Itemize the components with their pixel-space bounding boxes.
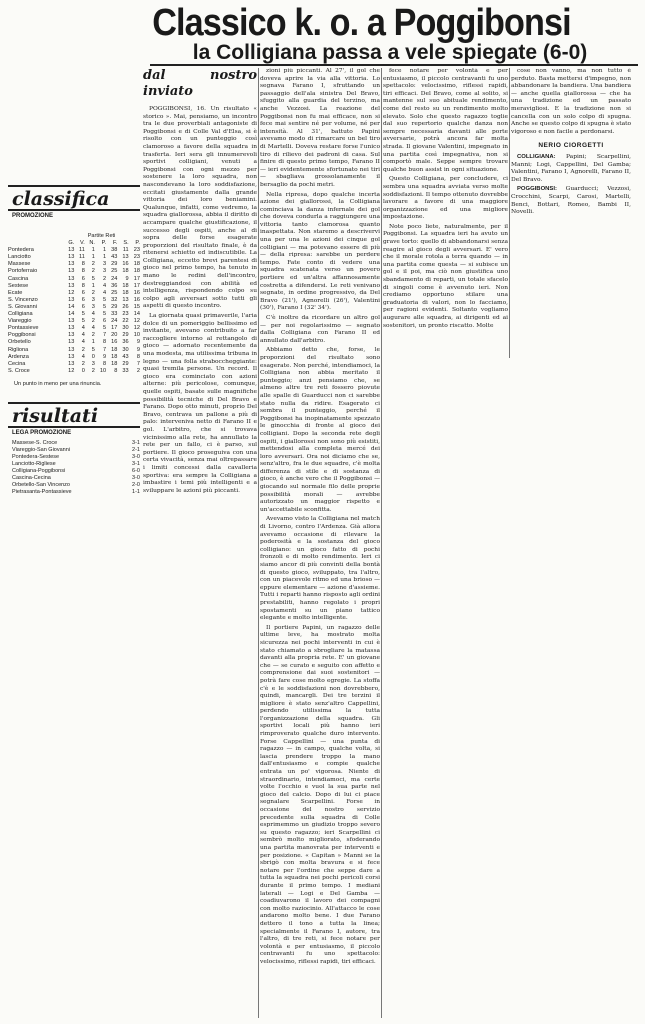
lineup-players: Guarducci; Vezzosi, Crocchini, Scarpi, Carosi, Martelli, Benci, Bottari, Romeo, Bambi II, Novelli.	[511, 186, 631, 216]
classifica-subtitle: PROMOZIONE	[12, 213, 54, 219]
standings-row	[8, 347, 140, 354]
standings-cell: 13	[68, 282, 75, 289]
standings-cell: 5	[91, 275, 95, 282]
standings-row	[8, 304, 140, 311]
standings-cell: 1	[103, 247, 107, 254]
standings-cell: 11	[122, 247, 129, 254]
standings-cell: 6	[103, 318, 107, 325]
standings-cell: S. Croce	[8, 367, 30, 374]
lineup-team: COLLIGIANA:	[517, 153, 556, 160]
standings-cell: Lanciotto	[8, 254, 31, 261]
standings-cell: Cecina	[8, 360, 26, 367]
standings-cell: 8	[81, 282, 85, 289]
result-score: 3-1	[132, 460, 140, 467]
standings-note: Un punto in meno per una rinuncia.	[14, 380, 102, 387]
standings-cell: 5	[103, 311, 107, 318]
standings-row	[8, 290, 140, 297]
result-score: 2-1	[132, 446, 140, 453]
standings-cell: 7	[103, 346, 107, 353]
standings-row	[8, 368, 140, 375]
standings-cell: 9	[136, 346, 140, 353]
standings-cell: Ardenza	[8, 353, 29, 360]
standings-cell: 1	[91, 339, 95, 346]
result-match: Massese-S. Croce	[12, 439, 58, 446]
standings-cell: 2	[91, 268, 95, 275]
standings-cell: Pontedera	[8, 247, 34, 254]
standings-cell: Pontassieve	[8, 325, 39, 332]
standings-cell: 4	[103, 282, 107, 289]
standings-cell: 4	[81, 332, 85, 339]
standings-cell: 8	[114, 367, 118, 374]
standings-cell: S. Vincenzo	[8, 296, 38, 303]
result-score: 3-0	[132, 453, 140, 460]
standings-cell: 5	[103, 303, 107, 310]
subheadline: la Colligiana passa a vele spiegate (6-0)	[192, 41, 588, 64]
article-paragraph: Questo Colligiana, per concludere, ci sembra una squadra avviata verso molte soddisfazioni. Il tempo ottenuto dovrebbe lavorare a favore di una maggiore organizzazione ed una migliore impostazione.	[383, 176, 508, 221]
standings-cell: 22	[122, 318, 129, 325]
standings-cell: 1	[91, 282, 95, 289]
result-row	[12, 482, 140, 489]
standings-cell: 3	[91, 360, 95, 367]
standings-cell: 13	[122, 254, 129, 261]
standings-cell: 2	[91, 332, 95, 339]
standings-row	[8, 261, 140, 268]
standings-cell: 5	[81, 318, 85, 325]
standings-cell: 23	[133, 254, 140, 261]
standings-cell: 26	[122, 303, 129, 310]
standings-cell: 13	[68, 247, 75, 254]
standings-cell: 5	[91, 346, 95, 353]
standings-cell: 13	[122, 296, 129, 303]
result-score: 1-1	[132, 488, 140, 495]
result-match: Cascina-Cecina	[12, 474, 51, 481]
standings-cell: 13	[68, 268, 75, 275]
standings-cell: Orbetello	[8, 339, 31, 346]
article-column-1	[143, 68, 257, 1018]
standings-cell: 4	[81, 353, 85, 360]
header-cell: P.	[135, 240, 140, 247]
standings-cell: Colligiana	[8, 311, 33, 318]
standings-cell: 17	[133, 275, 140, 282]
standings-cell: 33	[111, 311, 118, 318]
standings-cell: 29	[111, 303, 118, 310]
result-score: 6-0	[132, 467, 140, 474]
article-paragraph: POGGIBONSI, 16. Un risultato « storico ». Mai, pensiamo, un incontro tra le due proverbiali antagoniste di Poggibonsi e di Colle Val d'Elsa, si è risolto con un punteggio così clamoroso a favore della squadra in trasferta. Ieri sera gli innumerevoli sportivi colligiani, venuti a Poggibonsi con ogni mezzo per sostenere la loro squadra, non nascondevano la loro soddisfazione, eccitati giustamente dalla grande vittoria dei loro beniamini. Qualunque, infatti, come vedremo, la squadra giallorossa, abbia il diritto di accampare qualche giustificazione, il successo degli ospiti, anche al di sopra delle forse esagerate proporzioni del risultato finale, è da ritenersi schietto ed indiscutibile. La Colligiana, eccetto brevi parentesi di gioco nel primo tempo, ha tenuto in mano le redini dell'incontro, destreggiandosi con abilità ed intelligenza, rispondendo colpo su colpo agli avversari sotto tutti gli aspetti di questo incontro.	[143, 106, 257, 310]
standings-cell: 8	[136, 353, 140, 360]
standings-header-group: Partite Reti	[87, 233, 116, 239]
standings-row	[8, 354, 140, 361]
standings-cell: 4	[91, 311, 95, 318]
standings-cell: 2	[81, 346, 85, 353]
result-row	[12, 489, 140, 496]
result-row	[12, 468, 140, 475]
article-paragraph: zioni più piccanti. Al 27', il gol che doveva aprire la via alla vittoria. Lo segnava Farano I, sfruttando un passaggio dell'ala sinistra Del Bravo, sfuggito alla guardia del terzino, ma anche Vezzosi. La reazione del Poggibonsi non fu mai efficace, non si fece mai sentire né per volume, né per intensità. Al 31', battuto Papini avevamo modo di rimarcare un bel tiro di Martelli. Doveva restare forse l'unico tiro di rilievo dei padroni di casa. Sul finire di questo primo tempo, Farano II — ieri evidentemente sfortunato nei tiri — sbagliava grossolanamente il bersaglio da pochi metri.	[260, 68, 380, 188]
standings-row	[8, 297, 140, 304]
standings-cell: 3	[103, 261, 107, 268]
standings-cell: 3	[103, 268, 107, 275]
standings-cell: 13	[68, 318, 75, 325]
standings-cell: 18	[122, 282, 129, 289]
article-paragraph: Nella ripresa, dopo qualche incerta azione dei giallorossi, la Colligiana cominciava la danza infernale dei gol che doveva condurla a raggiungere una vittoria tanto clamorosa quanto inaspettata. Non staremo a descrivervi una per una le azioni dei cinque gol colligiani — ma potevano essere di più — della ripresa: sarebbe un perdere tempo. Fate conto di vedere una squadra scatenata verso un povero portiere ed un'altra affannosamente costretta a difendersi. Le reti venivano segnate, in ordine progressivo, da Del Bravo (21'), Agnorelli (26'), Valentini (30'), Farano I (32' 34').	[260, 191, 380, 312]
standings-row	[8, 325, 140, 332]
standings-cell: 7	[103, 332, 107, 339]
article-column-3	[383, 68, 508, 358]
lineup-team: POGGIBONSI:	[517, 186, 557, 193]
article-paragraph: fece notare per volontà e per entusiasmo, il piccolo centravanti fu uno spettacolo: velocissimo, riflessi rapidi, tiri efficaci. Del Bravo, come al solito, si mantenne sul suo abituale rendimento, come del resto su un rendimento molto elevato. Solo che questo ragazzo toglie dal suo repertorio qualche danza non sempre necessaria davanti alle porte avversarie, potrà ancora far molta strada. Il giovane Valentini, impegnato in una partita così impegnativa, non si comportò male. Seppe sempre trovare qualche buon assist in ogni situazione.	[383, 68, 508, 173]
article-paragraph: Note poco liete, naturalmente, per il Poggibonsi. La squadra ieri ha avuto un grave torto: quello di abbandonarsi senza reagire al gioco degli avversari. E' vero che il morale rotola a terra quando — in una partita come questa — si subisce un gol e il poi, ma ciò non giustifica uno sbandamento di reparti, un totale sfacelo di singoli come è avvenuto ieri. Non crediamo opportuno stilare una graduatoria di valori, non lo facciamo, per ragioni evidenti. Soltanto vogliamo augurare alle squadra, ai dirigenti ed ai sostenitori, un pronto riscatto. Molte	[383, 223, 508, 329]
standings-cell: 9	[103, 353, 107, 360]
standings-cell: 23	[122, 311, 129, 318]
standings-cell: 13	[68, 275, 75, 282]
header-cell: V.	[80, 240, 85, 247]
standings-cell: 4	[81, 339, 85, 346]
team-lineup	[511, 154, 631, 184]
column-divider	[381, 68, 382, 1018]
standings-cell: 1	[91, 254, 95, 261]
standings-cell: 11	[79, 254, 85, 261]
standings-cell: 14	[68, 303, 75, 310]
standings-cell: 8	[103, 339, 107, 346]
article-paragraph: La giornata quasi primaverile, l'aria dolce di un pomeriggio bellissimo ed invitante, avevano contribuito a far raccogliere intorno al rettangolo di gioco — adornato recentemente da una modesta, ma utilissima tribuna in legno — una folla straboccheggiante: quasi tremila persone. Un record. Il gioco era cominciato con azioni alterne: più pericolose, comunque, quelle ospiti, basate sulle magnifiche possibilità tecniche di Del Bravo e Farano. Dopo otto minuti, proprio Del Bravo, centrava un pallone a più di palo: interveniva netto di Farano II e gol. L'arbitro, che si trovava vicinissimo alla rete, ha annullato la rete per un fallo, ci è parso, sul portiere. Il gioco proseguiva con una certa vivacità, senza mai oltrepassare i limiti concessi dalla cavalleria sportiva: era sempre la Colligiana a imbastire i temi più intelligenti e a sviluppare le azioni più piccanti.	[143, 313, 257, 494]
standings-cell: 2	[81, 360, 85, 367]
standings-cell: 43	[122, 353, 129, 360]
standings-cell: Poggibonsi	[8, 332, 36, 339]
article-paragraph: C'è inoltre da ricordare un altro gol — per noi regolarissimo — segnato dalla Colligiana con Farano II ed annullato dall'arbitro.	[260, 315, 380, 344]
header-cell: S.	[123, 240, 129, 247]
standings-row	[8, 276, 140, 283]
article-paragraph: Avevamo visto la Colligiana nel match di Livorno, contro l'Ardenza. Già allora avevamo occasione di rilevare la poderosità e la sostanza del gioco colligiano: un gioco fatto di pochi fronzoli e di molto rendimento. Ieri ci siamo ancor di più convinti della bontà di questo gioco, sviluppato, tra l'altro, con un piacevole ritmo ed una brioso — eppure elementare — azione d'assieme. Tutti i reparti hanno risposto agli ordini prestabiliti, hanno regolato i propri spostamenti su un piano tattico elegante e molto intelligente.	[260, 516, 380, 622]
standings-header-top	[8, 233, 140, 240]
standings-cell: 16	[122, 261, 129, 268]
standings-body	[8, 247, 140, 375]
standings-table	[8, 233, 140, 375]
standings-cell: 43	[111, 254, 118, 261]
result-match: Viareggio-San Giovanni	[12, 446, 70, 453]
headline: Classico k. o. a Poggibonsi	[152, 2, 571, 44]
standings-cell: 2	[103, 275, 107, 282]
result-match: Orbetello-San Vincenzo	[12, 481, 70, 488]
standings-cell: 0	[81, 367, 85, 374]
standings-cell: 18	[122, 268, 129, 275]
standings-row	[8, 311, 140, 318]
result-row	[12, 454, 140, 461]
results-list	[12, 440, 140, 496]
result-row	[12, 440, 140, 447]
risultati-title: risultati	[8, 402, 140, 428]
standings-cell: 14	[68, 311, 75, 318]
standings-cell: 2	[136, 367, 140, 374]
standings-cell: 17	[111, 325, 118, 332]
standings-cell: 5	[81, 311, 85, 318]
standings-cell: Sestese	[8, 282, 29, 289]
standings-cell: 20	[111, 332, 118, 339]
standings-cell: 13	[68, 360, 75, 367]
results-block	[8, 402, 140, 496]
standings-cell: 13	[68, 346, 75, 353]
standings-cell: 38	[111, 247, 118, 254]
standings-cell: 11	[79, 247, 85, 254]
risultati-subtitle: LEGA PROMOZIONE	[12, 429, 72, 436]
standings-cell: 2	[91, 261, 95, 268]
standings-cell: 3	[91, 296, 95, 303]
standings-cell: 13	[68, 339, 75, 346]
result-score: 3-0	[132, 474, 140, 481]
standings-header	[8, 240, 140, 247]
standings-cell: 29	[111, 261, 118, 268]
result-score: 3-1	[132, 439, 140, 446]
standings-cell: 6	[81, 289, 85, 296]
article-column-4	[511, 68, 631, 358]
headline-rule	[150, 64, 638, 66]
header-cell: F.	[113, 240, 118, 247]
standings-cell: Rigliona	[8, 346, 29, 353]
column-4-text	[511, 68, 631, 136]
result-match: Colligiana-Poggibonsi	[12, 467, 66, 474]
standings-cell: 5	[103, 296, 107, 303]
article-paragraph: cose non vanno, ma non tutto è perduto. Basta mettersi d'impegno, non abbandonare la bandiera. Una bandiera — anche quella giallorossa — che ha una tradizione ed un passato meravigliosi. E la tradizione non si cancella con un solo colpo di spugna. Anche se questo colpo di spugna è stato vigoroso e non facile a perdonarsi.	[511, 68, 631, 135]
standings-cell: 13	[68, 332, 75, 339]
standings-cell: Ecate	[8, 289, 23, 296]
standings-cell: S. Giovanni	[8, 303, 37, 310]
standings-cell: 30	[122, 325, 129, 332]
standings-cell: 13	[68, 254, 75, 261]
standings-cell: 36	[111, 282, 118, 289]
standings-cell: 2	[91, 289, 95, 296]
standings-cell: Cascina	[8, 275, 29, 282]
standings-cell: 17	[133, 282, 140, 289]
article-column-2	[260, 68, 380, 1018]
standings-cell: 10	[99, 367, 107, 374]
article-paragraph: Abbiamo detto che, forse, le proporzioni del risultato sono esagerate. Non perché, intendiamoci, la Colligiana non abbia meritato il punteggio; anzi pensiamo che, se almeno altre tre reti fossero piovute alle spalle di Guarducci non ci sarebbe stato nulla da ridire. Esagerato ci sembra il punteggio, perché il Poggibonsi ha inopinatamente spezzato le ginocchia di fronte al gioco dei colligiani. Dopo la seconda rete degli ospiti, i giallorossi non sono più esistiti, mettendosi alla completa mercé dei loro avversari. Ora noi diciamo che se, senz'altro, fra le due squadre, c'è molta differenza di stile e di sostanza di gioco, è anche vero che il Poggibonsi — giocando sul normale filo delle proprie possibilità morali — avrebbe autorizzato un maggior rispetto e un'accettabile sconfitta.	[260, 347, 380, 513]
author-signature: NERIO CIORGETTI	[538, 142, 604, 150]
standings-cell: 18	[111, 346, 118, 353]
column-divider	[258, 68, 259, 1018]
standings-row	[8, 318, 140, 325]
standings-cell: 12	[68, 289, 75, 296]
standings-cell: 1	[103, 254, 107, 261]
standings-cell: 7	[136, 360, 140, 367]
standings-cell: 25	[111, 289, 118, 296]
standings-cell: 4	[91, 325, 95, 332]
header-cell: N.	[89, 240, 95, 247]
standings-cell: 0	[91, 353, 95, 360]
standings-cell: 24	[111, 275, 118, 282]
classifica-title: classifica	[8, 185, 140, 211]
standings-cell: 25	[111, 268, 118, 275]
result-score: 2-0	[132, 481, 140, 488]
standings-row	[8, 254, 140, 261]
standings-cell: 29	[122, 332, 129, 339]
standings-cell: 14	[133, 311, 140, 318]
standings-cell: 33	[122, 367, 129, 374]
standings-cell: 3	[91, 303, 95, 310]
standings-cell: 15	[133, 303, 140, 310]
standings-cell: 18	[111, 360, 118, 367]
standings-cell: 13	[68, 353, 75, 360]
standings-cell: 5	[103, 325, 107, 332]
result-row	[12, 461, 140, 468]
standings-cell: 8	[81, 268, 85, 275]
standings-cell: 12	[68, 367, 75, 374]
lineup-players: Papini; Scarpellini, Manni; Logi, Cappellini, Del Gamba; Valentini, Farano I, Agnorelli, Farano II, Del Bravo.	[511, 153, 631, 183]
standings-cell: 29	[122, 360, 129, 367]
standings-cell: Portoferraio	[8, 268, 38, 275]
standings-cell: 18	[133, 268, 140, 275]
standings-row	[8, 361, 140, 368]
standings-cell: 36	[122, 339, 129, 346]
header-cell: G.	[68, 240, 75, 247]
standings-cell: 8	[81, 261, 85, 268]
standings-cell: 4	[103, 289, 107, 296]
standings-cell: 24	[111, 318, 118, 325]
standings-cell: 13	[68, 261, 75, 268]
standings-cell: 30	[122, 346, 129, 353]
standings-cell: 18	[122, 289, 129, 296]
sidebar	[8, 185, 140, 496]
standings-row	[8, 339, 140, 346]
standings-row	[8, 332, 140, 339]
standings-row	[8, 283, 140, 290]
standings-cell: 9	[136, 339, 140, 346]
column-divider	[509, 68, 510, 358]
standings-cell: 2	[91, 367, 95, 374]
standings-cell: 12	[133, 325, 140, 332]
byline: dal nostro inviato	[143, 68, 257, 99]
header-cell: P.	[101, 240, 107, 247]
standings-row	[8, 247, 140, 254]
standings-cell: 9	[125, 275, 129, 282]
standings-cell: 23	[133, 247, 140, 254]
team-lineup	[511, 186, 631, 216]
standings-cell: 1	[91, 247, 95, 254]
standings-cell: 8	[103, 360, 107, 367]
standings-cell: 13	[68, 325, 75, 332]
standings-cell: 13	[68, 296, 75, 303]
standings-cell: Viareggio	[8, 318, 32, 325]
article-paragraph: Il portiere Papini, un ragazzo delle ultime leve, ha mostrato molta sicurezza nei pochi interventi in cui è stato chiamato a sbrogliare la matassa davanti alla propria rete. E' un giovane che — se curato e seguito con affetto e comprensione dai suoi sostenitori — potrà fare cose molto egregie. La stoffa c'è e le soddisfazioni non dovrebbero, quindi, mancargli. Dei tre terzini il migliore è stato senz'altro Cappellini, perdendo utilissima la tutta l'organizzazione della squadra. Gli sportivi locali più hanno ieri rimproverato qualche duro intervento. Forse Cappellini — una punta di ragazzo — in campo, qualche volta, si lascia prendere troppo la mano dall'entusiasmo e compie qualche entrata un po' vigorosa. Niente di straordinario, intendiamoci, ma certe volte l'occhio e vuol la sua parte nel gioco del calcio. Dopo di lui ci piace segnalare Scarpellini. Forse in occasione del nostro servizio precedente sulla squadra di Colle esprimemmo un giudizio troppo severo su questo ragazzo; ieri Scarpellini ci sembrò molto migliorato, sfoderando una partita manovrata per interventi e per posizione. « Capitan » Manni se la sbrigò con molta bravura e si fece notare per l'ordine che seppe dare a tutta la squadra nei pochi pericoli corsi durante il primo tempo. I mediani laterali — Logi e Del Gamba — coadiuvarono il lavoro dei compagni con molto raziocinio. All'attacco le cose andarono molto bene. I due Farano dettero il tono a tutta la linea; specialmente il Farano I, autore, tra l'altro, di tre reti, si fece notare per volontà e per entusiasmo, il piccolo centravanti fu uno spettacolo: velocissimo, riflessi rapidi, tiri efficaci.	[260, 624, 380, 965]
standings-cell: 6	[81, 275, 85, 282]
standings-cell: 18	[111, 353, 118, 360]
standings-cell: 2	[91, 318, 95, 325]
result-match: Pietrasanta-Pontassieve	[12, 488, 72, 495]
standings-row	[8, 268, 140, 275]
standings-cell: 6	[81, 303, 85, 310]
standings-cell: 10	[133, 332, 140, 339]
standings-cell: 18	[133, 261, 140, 268]
result-match: Pontedera-Sestese	[12, 453, 60, 460]
standings-cell: Massese	[8, 261, 31, 268]
standings-cell: 16	[133, 289, 140, 296]
standings-cell: 16	[111, 339, 118, 346]
result-row	[12, 475, 140, 482]
result-row	[12, 447, 140, 454]
standings-cell: 16	[133, 296, 140, 303]
result-match: Lanciotto-Rigliese	[12, 460, 56, 467]
standings-cell: 12	[133, 318, 140, 325]
standings-cell: 6	[81, 296, 85, 303]
lineups	[511, 154, 631, 217]
standings-cell: 4	[81, 325, 85, 332]
standings-cell: 32	[111, 296, 118, 303]
